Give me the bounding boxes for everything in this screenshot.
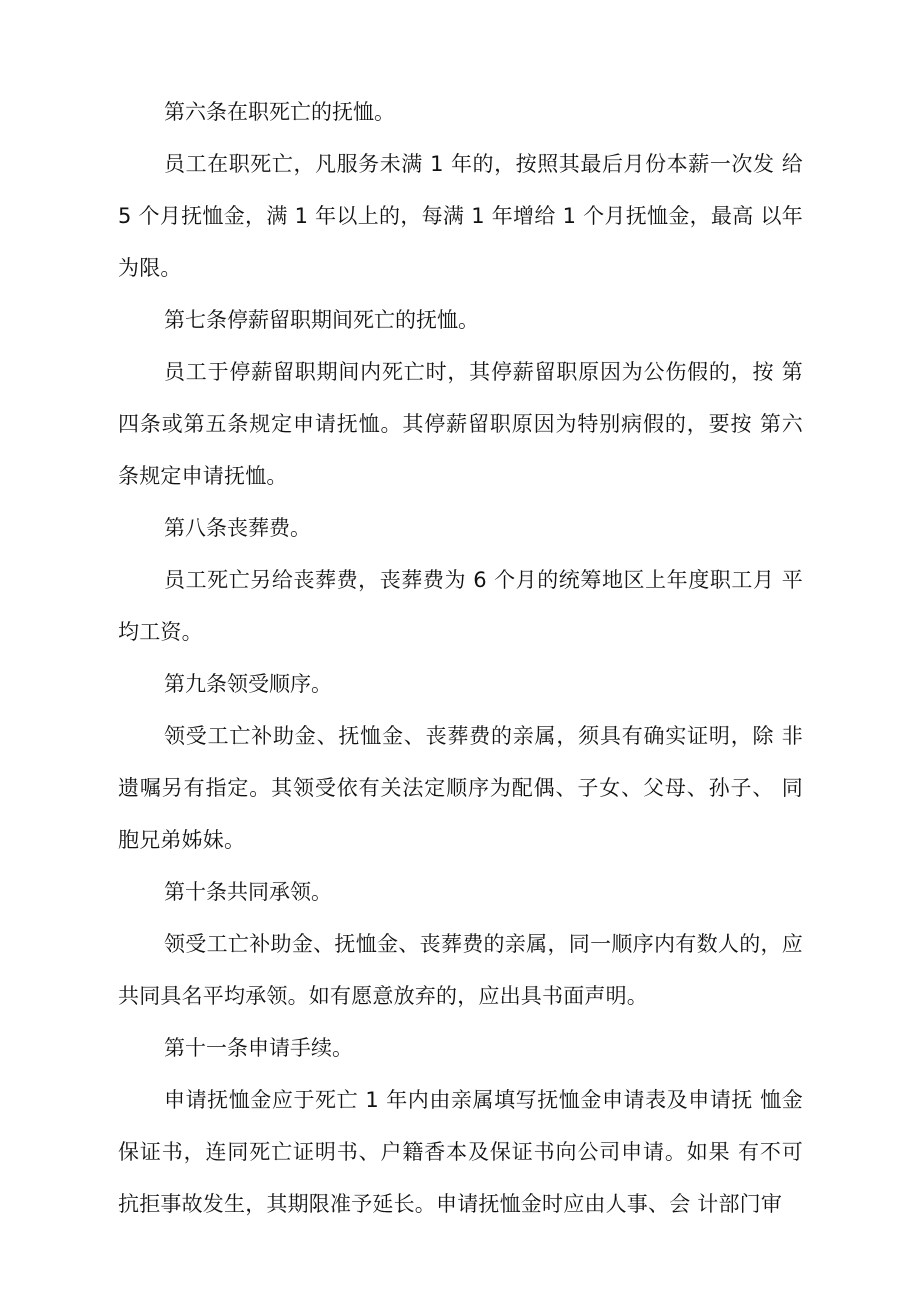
- article-8-body: 员工死亡另给丧葬费，丧葬费为 6 个月的统筹地区上年度职工月 平均工资。: [118, 568, 803, 644]
- article-7-body: 员工于停薪留职期间内死亡时，其停薪留职原因为公伤假的，按 第四条或第五条规定申请抚恤。其停薪留职原因为特别病假的，要按 第六条规定申请抚恤。: [118, 360, 803, 488]
- document-content: [118, 86, 803, 1230]
- article-6-heading: 第六条在职死亡的抚恤。: [164, 100, 395, 124]
- article-11-heading: 第十一条申请手续。: [164, 1036, 353, 1060]
- article-10-body: 领受工亡补助金、抚恤金、丧葬费的亲属，同一顺序内有数人的，应共同具名平均承领。如有愿意放弃的，应出具书面声明。: [118, 932, 803, 1008]
- article-10-heading: 第十条共同承领。: [164, 880, 332, 904]
- article-6-body: 员工在职死亡，凡服务未满 1 年的，按照其最后月份本薪一次发 给5 个月抚恤金，满 1 年以上的，每满 1 年增给 1 个月抚恤金，最高 以年为限。: [118, 152, 803, 280]
- article-9-heading: 第九条领受顺序。: [164, 672, 332, 696]
- article-9-body: 领受工亡补助金、抚恤金、丧葬费的亲属，须具有确实证明，除 非遗嘱另有指定。其领受依有关法定顺序为配偶、子女、父母、孙子、 同胞兄弟姊妹。: [118, 724, 803, 852]
- article-7-heading: 第七条停薪留职期间死亡的抚恤。: [164, 308, 479, 332]
- article-11-body: 申请抚恤金应于死亡 1 年内由亲属填写抚恤金申请表及申请抚 恤金保证书，连同死亡证明书、户籍香本及保证书向公司申请。如果 有不可抗拒事故发生，其期限准予延长。申请抚恤金时应由人事、会 计部门审: [118, 1088, 803, 1216]
- article-8-heading: 第八条丧葬费。: [164, 516, 311, 540]
